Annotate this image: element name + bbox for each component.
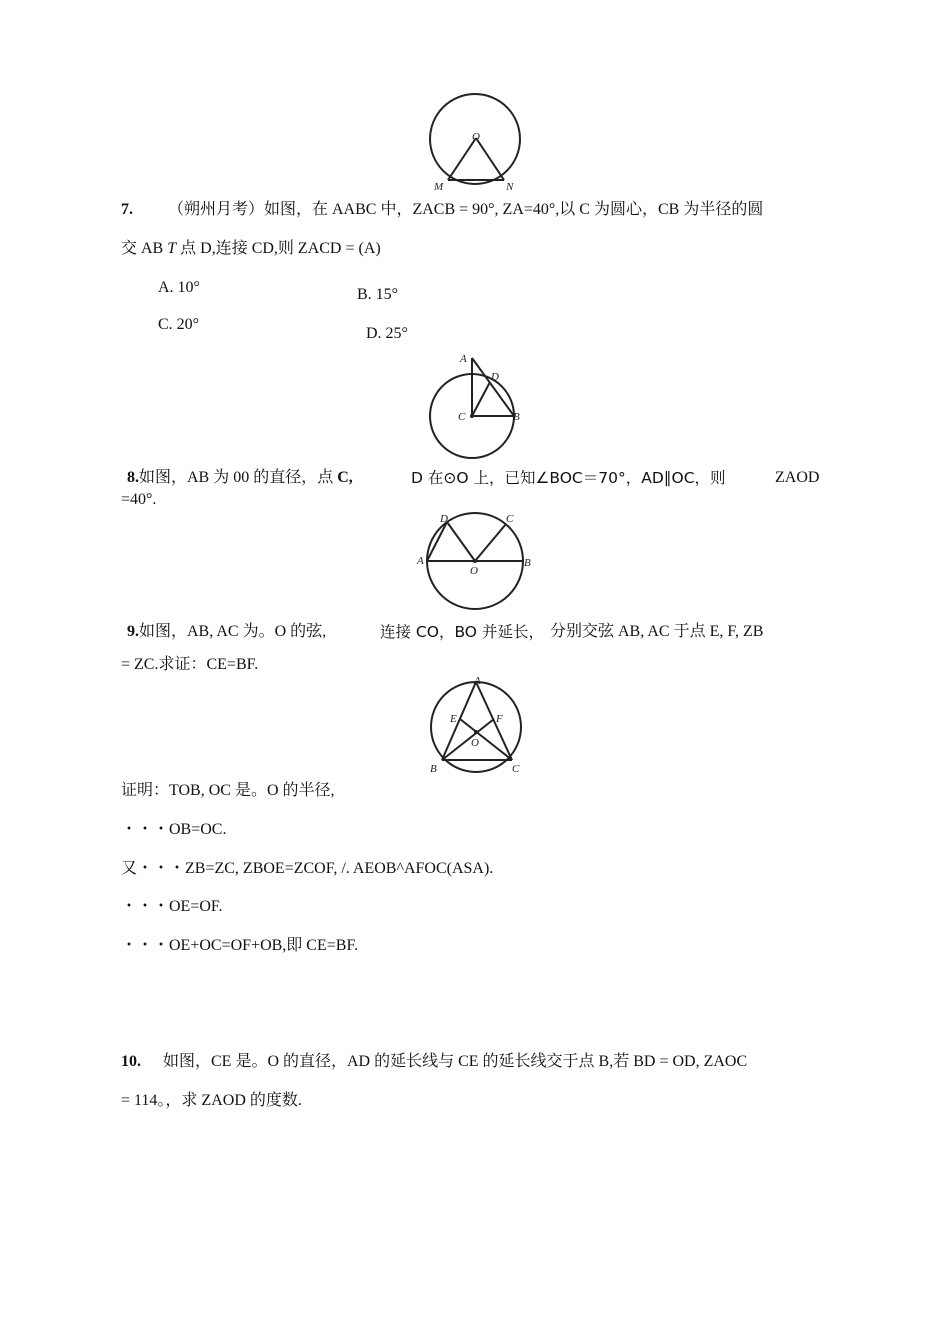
label-a: A	[474, 675, 481, 687]
q7-line2	[121, 239, 381, 259]
point-o	[473, 559, 477, 563]
label-c: C	[506, 513, 514, 525]
q8-part3: ZAOD	[775, 469, 820, 486]
q8-line2: =40°.	[121, 491, 157, 508]
q7-option-a: A. 10°	[158, 279, 200, 296]
q9-number: 9.	[127, 623, 139, 640]
label-c: C	[512, 763, 520, 775]
q8-part2: D 在⊙O 上，已知∠BOC＝70°，AD∥OC，则	[411, 469, 726, 487]
label-d: D	[491, 371, 499, 383]
q9-proof-line-4: ・・・OE=OF.	[121, 898, 223, 915]
label-c: C	[458, 411, 466, 423]
label-d: D	[440, 513, 448, 525]
label-f: F	[496, 713, 503, 725]
label-a: A	[460, 353, 467, 365]
figure-circle-abcd	[414, 512, 536, 612]
q10-line2: = 114。，求 ZAOD 的度数.	[121, 1092, 302, 1109]
label-o: O	[472, 131, 480, 143]
q8-part1-bold: C,	[337, 469, 353, 486]
q7-option-d: D. 25°	[366, 325, 408, 342]
q9-line2: = ZC.求证：CE=BF.	[121, 656, 259, 673]
segment-od	[447, 522, 475, 561]
q9-proof-line-3: 又・・・ZB=ZC, ZBOE=ZCOF, /. AEOB^AFOC(ASA).	[121, 860, 494, 877]
q7-option-b: B. 15°	[357, 286, 399, 303]
q9-part2: 连接 CO，BO 并延长，	[380, 623, 544, 641]
segment-om	[448, 138, 476, 180]
q8-line1	[127, 468, 353, 488]
figure-circle-omn	[420, 94, 530, 194]
label-o: O	[470, 565, 478, 577]
q9-proof-line-1: 证明：TOB, OC 是。O 的半径,	[121, 782, 335, 799]
q7-number: 7.	[121, 201, 133, 218]
label-n: N	[506, 181, 514, 193]
q10-number: 10.	[121, 1053, 141, 1070]
q10-line1: 如图，CE 是。O 的直径，AD 的延长线与 CE 的延长线交于点 B,若 BD = OD, ZAOC	[163, 1053, 748, 1070]
q7-line2-a: 交 AB	[121, 240, 164, 257]
q9-part1: 如图，AB, AC 为。O 的弦,	[139, 623, 327, 640]
point-o	[474, 730, 478, 734]
point-c	[470, 414, 474, 418]
segment-oc	[475, 524, 506, 561]
segment-ab	[472, 358, 514, 416]
q7-line2-c: 点 D,连接 CD,则 ZACD = (A)	[180, 240, 381, 257]
label-a: A	[417, 555, 424, 567]
label-o: O	[471, 737, 479, 749]
label-m: M	[434, 181, 444, 193]
segment-ad	[427, 522, 447, 561]
q7-option-c: C. 20°	[158, 316, 200, 333]
segment-cd	[472, 382, 490, 416]
label-b: B	[513, 411, 520, 423]
figure-circle-acbd	[420, 350, 530, 458]
segment-on	[476, 138, 504, 180]
q7-line1: （朔州月考）如图，在 AABC 中，ZACB = 90°, ZA=40°,以 C 为圆心，CB 为半径的圆	[168, 201, 764, 218]
q8-part1: 如图，AB 为 00 的直径，点	[139, 469, 338, 486]
q8-number: 8.	[127, 469, 139, 486]
q9-part3: 分别交弦 AB, AC 于点 E, F, ZB	[550, 623, 764, 640]
label-b: B	[430, 763, 437, 775]
q7-line2-b: T	[167, 240, 177, 257]
q9-proof-line-5: ・・・OE+OC=OF+OB,即 CE=BF.	[121, 937, 359, 954]
label-e: E	[450, 713, 457, 725]
figure-circle-abcef	[420, 674, 530, 778]
q9-proof-line-2: ・・・OB=OC.	[121, 821, 227, 838]
label-b: B	[524, 557, 531, 569]
q9-line1	[127, 622, 326, 642]
